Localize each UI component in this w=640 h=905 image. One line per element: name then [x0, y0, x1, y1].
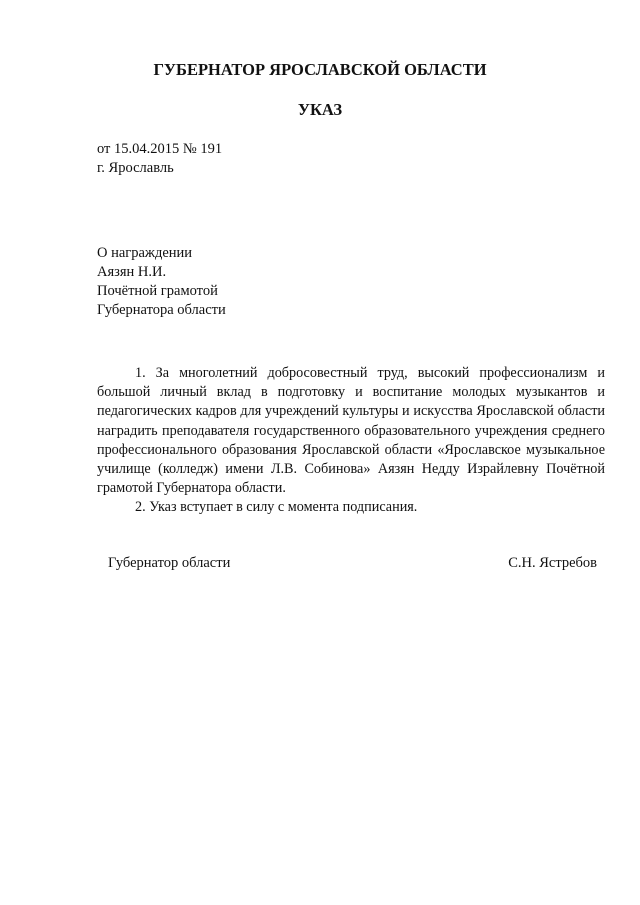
signatory-position: Губернатор области	[108, 555, 231, 571]
date-and-number: от 15.04.2015 № 191	[97, 141, 223, 157]
document-subject	[97, 244, 226, 320]
body-paragraph-1: 1. За многолетний добросовестный труд, высокий профессионализм и большой личный вклад в подготовку и воспитание молодых музыкантов и педагогических кадров для учреждений культуры и искусства Ярославской области наградить преподавателя государственного образовательного учреждения среднего профессионального образования Ярославской области «Ярославское музыкальное училище (колледж) имени Л.В. Собинова» Аязян Недду Израйлевну Почётной грамотой Губернатора области.	[97, 365, 605, 497]
document-body	[97, 364, 605, 518]
city: г. Ярославль	[97, 160, 174, 176]
document-meta	[97, 140, 222, 178]
signatory-name: С.Н. Ястребов	[508, 555, 597, 571]
body-paragraph-2: 2. Указ вступает в силу с момента подписания.	[135, 499, 418, 516]
subject-line: Почётной грамотой	[97, 283, 218, 299]
subject-line: Губернатора области	[97, 302, 226, 318]
issuing-authority-heading: ГУБЕРНАТОР ЯРОСЛАВСКОЙ ОБЛАСТИ	[153, 60, 487, 79]
document-type-heading: УКАЗ	[297, 100, 343, 119]
subject-line: О награждении	[97, 245, 193, 261]
subject-line: Аязян Н.И.	[97, 264, 167, 280]
